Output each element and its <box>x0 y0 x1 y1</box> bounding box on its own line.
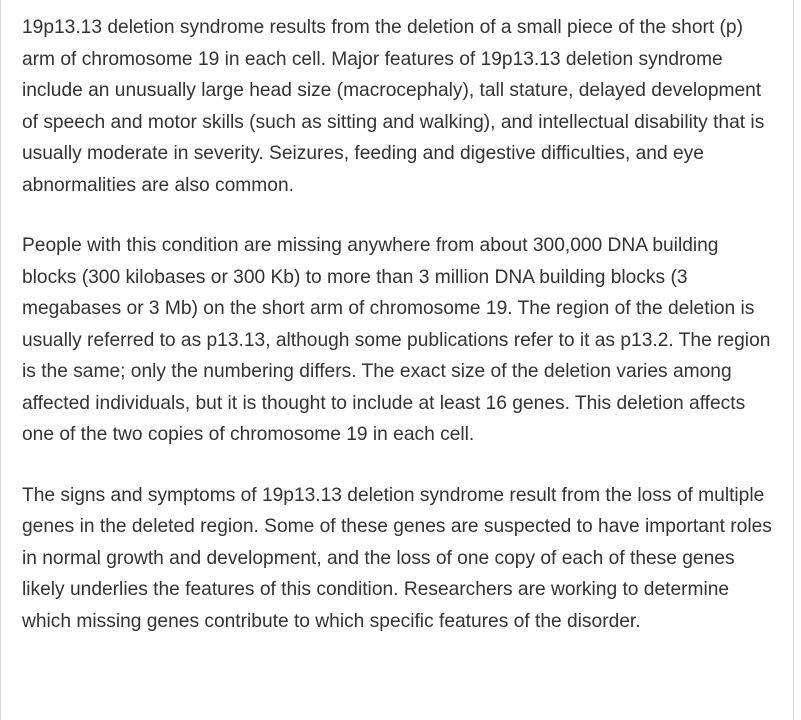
paragraph-overview: 19p13.13 deletion syndrome results from the deletion of a small piece of the short (p) arm of chromosome 19 in each cell. Major features of 19p13.13 deletion syndrome include an unusually large head size (macrocephaly), tall stature, delayed development of speech and motor skills (such as sitting and walking), and intellectual disability that is usually moderate in severity. Seizures, feeding and digestive difficulties, and eye abnormalities are also common. <box>22 17 765 196</box>
paragraph-signs-symptoms: The signs and symptoms of 19p13.13 deletion syndrome result from the loss of multiple genes in the deleted region. Some of these genes are suspected to have important roles in normal growth and development, and the loss of one copy of each of these genes likely underlies the features of this condition. Researchers are working to determine which missing genes contribute to which specific features of the disorder. <box>22 484 772 632</box>
article-body <box>22 12 774 637</box>
paragraph-deletion-size: People with this condition are missing anywhere from about 300,000 DNA building blocks (300 kilobases or 300 Kb) to more than 3 million DNA building blocks (3 megabases or 3 Mb) on the short arm of chromosome 19. The region of the deletion is usually referred to as p13.13, although some publications refer to it as p13.2. The region is the same; only the numbering differs. The exact size of the deletion varies among affected individuals, but it is thought to include at least 16 genes. This deletion affects one of the two copies of chromosome 19 in each cell. <box>22 235 771 445</box>
